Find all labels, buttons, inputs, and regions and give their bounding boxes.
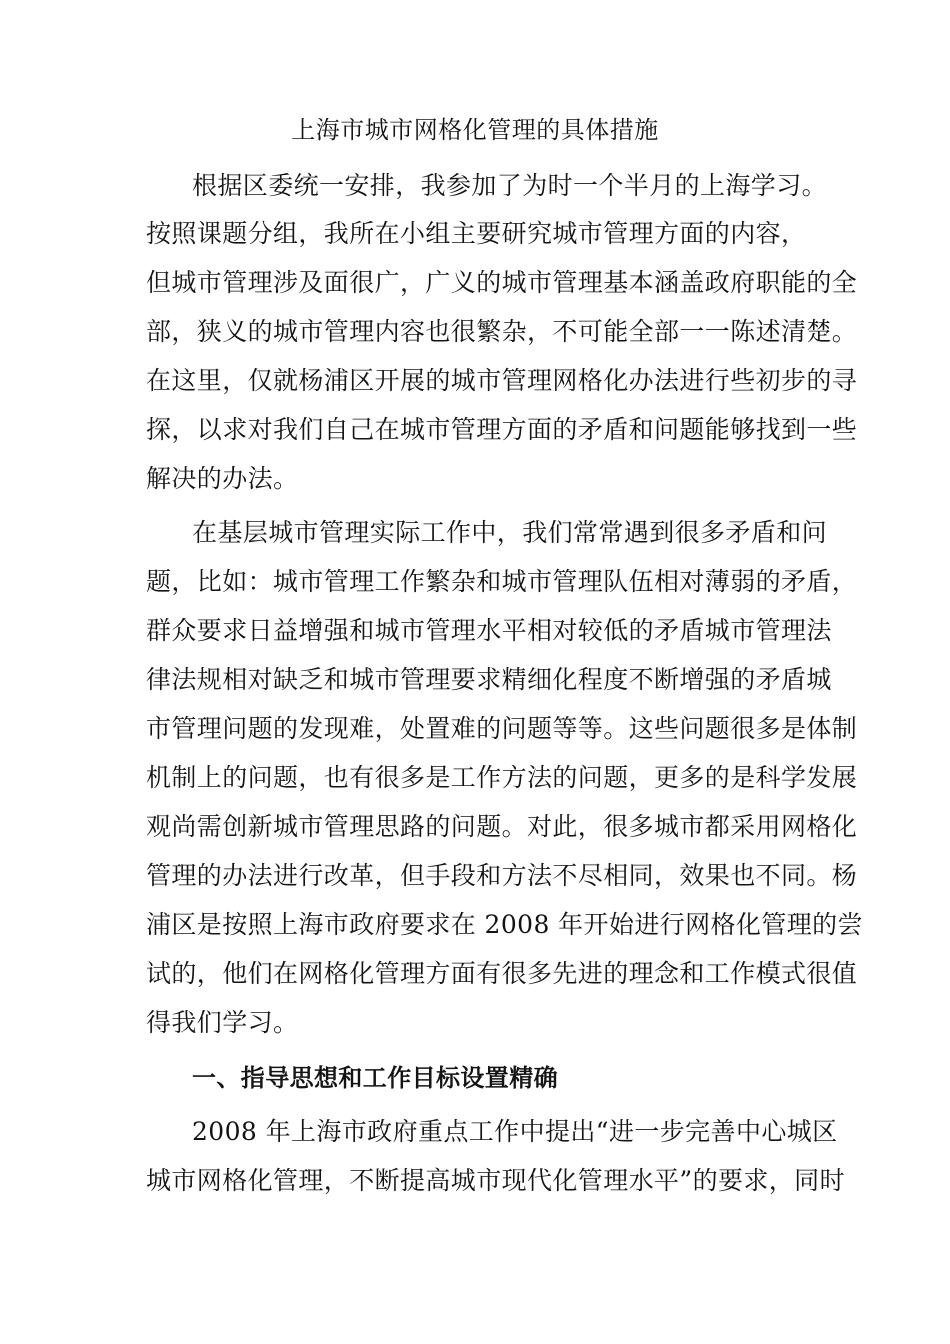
paragraph-line: 市管理问题的发现难，处置难的问题等等。这些问题很多是体制 xyxy=(146,714,858,743)
paragraph-line: 在基层城市管理实际工作中，我们常常遇到很多矛盾和问 xyxy=(192,518,828,547)
paragraph-line: 解决的办法。 xyxy=(146,464,299,493)
section-heading: 一、指导思想和工作目标设置精确 xyxy=(192,1064,558,1092)
paragraph-line: 管理的办法进行改革，但手段和方法不尽相同，效果也不同。杨 xyxy=(146,861,858,890)
paragraph-line: 但城市管理涉及面很广，广义的城市管理基本涵盖政府职能的全 xyxy=(146,268,858,297)
paragraph-line: 按照课题分组，我所在小组主要研究城市管理方面的内容， xyxy=(146,219,807,248)
paragraph-line: 城市网格化管理，不断提高城市现代化管理水平”的要求，同时 xyxy=(146,1166,845,1195)
document-title: 上海市城市网格化管理的具体措施 xyxy=(291,116,659,144)
paragraph-line: 群众要求日益增强和城市管理水平相对较低的矛盾城市管理法 xyxy=(146,616,832,645)
paragraph-line: 试的，他们在网格化管理方面有很多先进的理念和工作模式很值 xyxy=(146,959,858,988)
paragraph-line: 得我们学习。 xyxy=(146,1008,299,1037)
paragraph-line: 浦区是按照上海市政府要求在 2008 年开始进行网格化管理的尝 xyxy=(146,910,863,939)
paragraph-line: 2008 年上海市政府重点工作中提出“进一步完善中心城区 xyxy=(192,1117,838,1146)
paragraph-line: 部，狭义的城市管理内容也很繁杂，不可能全部一一陈述清楚。 xyxy=(146,317,858,346)
paragraph-line: 机制上的问题，也有很多是工作方法的问题，更多的是科学发展 xyxy=(146,763,858,792)
paragraph-line: 题，比如：城市管理工作繁杂和城市管理队伍相对薄弱的矛盾， xyxy=(146,567,858,596)
paragraph-line: 探，以求对我们自己在城市管理方面的矛盾和问题能够找到一些 xyxy=(146,415,858,444)
paragraph-line: 根据区委统一安排，我参加了为时一个半月的上海学习。 xyxy=(192,171,828,200)
paragraph-line: 观尚需创新城市管理思路的问题。对此，很多城市都采用网格化 xyxy=(146,812,858,841)
paragraph-line: 律法规相对缺乏和城市管理要求精细化程度不断增强的矛盾城 xyxy=(146,665,832,694)
paragraph-line: 在这里，仅就杨浦区开展的城市管理网格化办法进行些初步的寻 xyxy=(146,366,858,395)
